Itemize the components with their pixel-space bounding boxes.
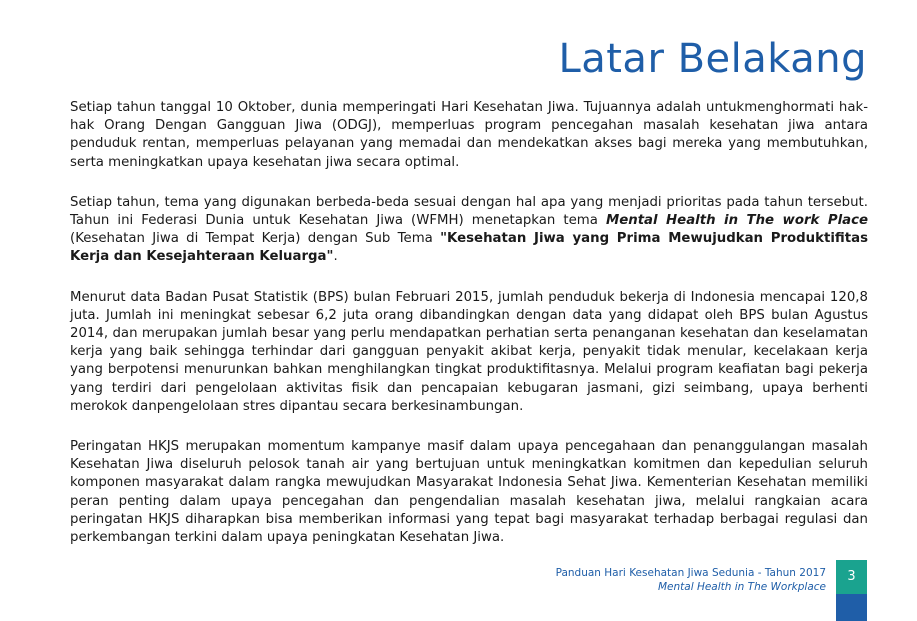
page-number-badge <box>836 560 867 621</box>
paragraph-hkjs: Peringatan HKJS merupakan momentum kampanye masif dalam upaya pencegahaan dan penanggulangan masalah Kesehatan Jiwa diseluruh pelosok tanah air yang bertujuan untuk meningkatkan komitmen dan kepedulian seluruh komponen masyarakat dalam rangka mewujudkan Masyarakat Indonesia Sehat Jiwa. Kementerian Kesehatan memiliki peran penting dalam upaya pencegahan dan pengendalian masalah kesehatan jiwa, melalui rangkaian acara peringatan HKJS diharapkan bisa memberikan informasi yang tepat bagi masyarakat terhadap berbagai regulasi dan perkembangan terkini dalam upaya peningkatan Kesehatan Jiwa. <box>70 439 868 546</box>
paragraph-intro: Setiap tahun tanggal 10 Oktober, dunia memperingati Hari Kesehatan Jiwa. Tujuannya adalah untukmenghormati hak-hak Orang Dengan Gangguan Jiwa (ODGJ), memperluas program pencegahan masalah kesehatan jiwa antara penduduk rentan, memperluas pelayanan yang memadai dan mendekatkan akses bagi mereka yang membutuhkan, serta meningkatkan upaya kesehatan jiwa secara optimal. <box>70 100 868 170</box>
footer-caption <box>556 566 826 594</box>
theme-text-start: Setiap tahun, tema yang digunakan berbeda-beda sesuai dengan hal apa yang menjadi prioritas pada tahun tersebut. Tahun ini Federasi Dunia untuk Kesehatan Jiwa (WFMH) menetapkan tema <box>70 194 868 229</box>
theme-text-end: . <box>333 249 338 265</box>
footer-theme: Mental Health in The Workplace <box>657 581 826 593</box>
subtheme-name: "Kesehatan Jiwa yang Prima Mewujudkan Produktifitas Kerja dan Kesejahteraan Keluarga" <box>70 231 868 265</box>
theme-text-middle: (Kesehatan Jiwa di Tempat Kerja) dengan Sub Tema <box>70 231 441 247</box>
paragraph-theme <box>70 194 868 267</box>
paragraph-statistics: Menurut data Badan Pusat Statistik (BPS) bulan Februari 2015, jumlah penduduk bekerja di Indonesia mencapai 120,8 juta. Jumlah ini meningkat sebesar 6,2 juta orang dibandingkan dengan data yang didapat oleh BPS bulan Agustus 2014, dan merupakan jumlah besar yang perlu mendapatkan perhatian serta penanganan kesehatan dan keselamatan kerja yang baik sehingga terhindar dari gangguan penyakit akibat kerja, penyakit tidak menular, kecelakaan kerja yang berpotensi menurunkan bahkan menghilangkan tingkat produktifitasnya. Melalui program keafiatan bagi pekerja yang terdiri dari pengelolaan aktivitas fisik dan pencapaian kebugaran jasmani, gizi seimbang, upaya berhenti merokok danpengelolaan stres dipantau secara berkesinambungan. <box>70 289 868 414</box>
page-number: 3 <box>836 560 867 594</box>
page-title: Latar Belakang <box>558 36 867 82</box>
body-text <box>70 99 868 569</box>
footer-guide-title: Panduan Hari Kesehatan Jiwa Sedunia - Tahun 2017 <box>555 567 826 579</box>
theme-name: Mental Health in The work Place <box>605 213 868 229</box>
